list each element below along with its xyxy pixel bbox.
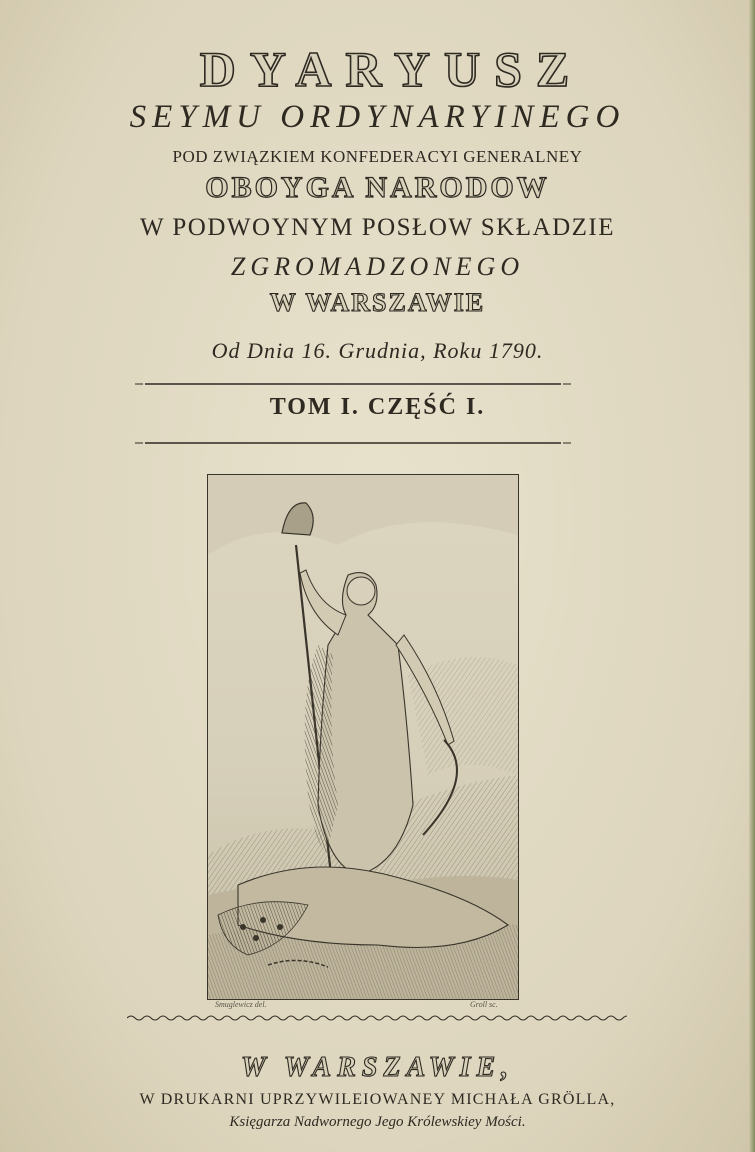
title-line-zgromadzonego: ZGROMADZONEGO: [230, 252, 525, 281]
ornamental-wave-rule: [127, 1014, 627, 1022]
imprint-city: W WARSZAWIE,: [240, 1052, 515, 1083]
imprint-printer: W DRUKARNI UPRZYWILEIOWANEY MICHAŁA GRÖLLA,: [139, 1091, 616, 1108]
title-line-podwoynym: W PODWOYNYM POSŁOW SKŁADZIE: [140, 214, 615, 241]
title-line-seymu: SEYMU ORDYNARYINEGO: [129, 99, 626, 135]
engraving-credit-engraver: Groll sc.: [470, 1000, 498, 1009]
engraving-credit-designer: Smuglewicz del.: [215, 1000, 267, 1009]
title-line-oboyga: OBOYGA NARODOW: [205, 171, 550, 204]
engraving-plate: [207, 474, 519, 1000]
imprint-bookseller: Księgarza Nadwornego Jego Królewskiey Mości.: [229, 1114, 526, 1130]
title-date: Od Dnia 16. Grudnia, Roku 1790.: [211, 338, 544, 363]
title-line-warszawie: W WARSZAWIE: [269, 288, 486, 317]
volume-label: TOM I. CZĘŚĆ I.: [269, 394, 486, 420]
rule-top: [135, 379, 571, 389]
rule-bottom: [135, 438, 571, 448]
title-line-dyaryusz: DYARYUSZ: [199, 41, 584, 97]
allegorical-figure-engraving: [208, 475, 518, 999]
title-line-konfederacyi: POD ZWIĄZKIEM KONFEDERACYI GENERALNEY: [172, 147, 583, 166]
